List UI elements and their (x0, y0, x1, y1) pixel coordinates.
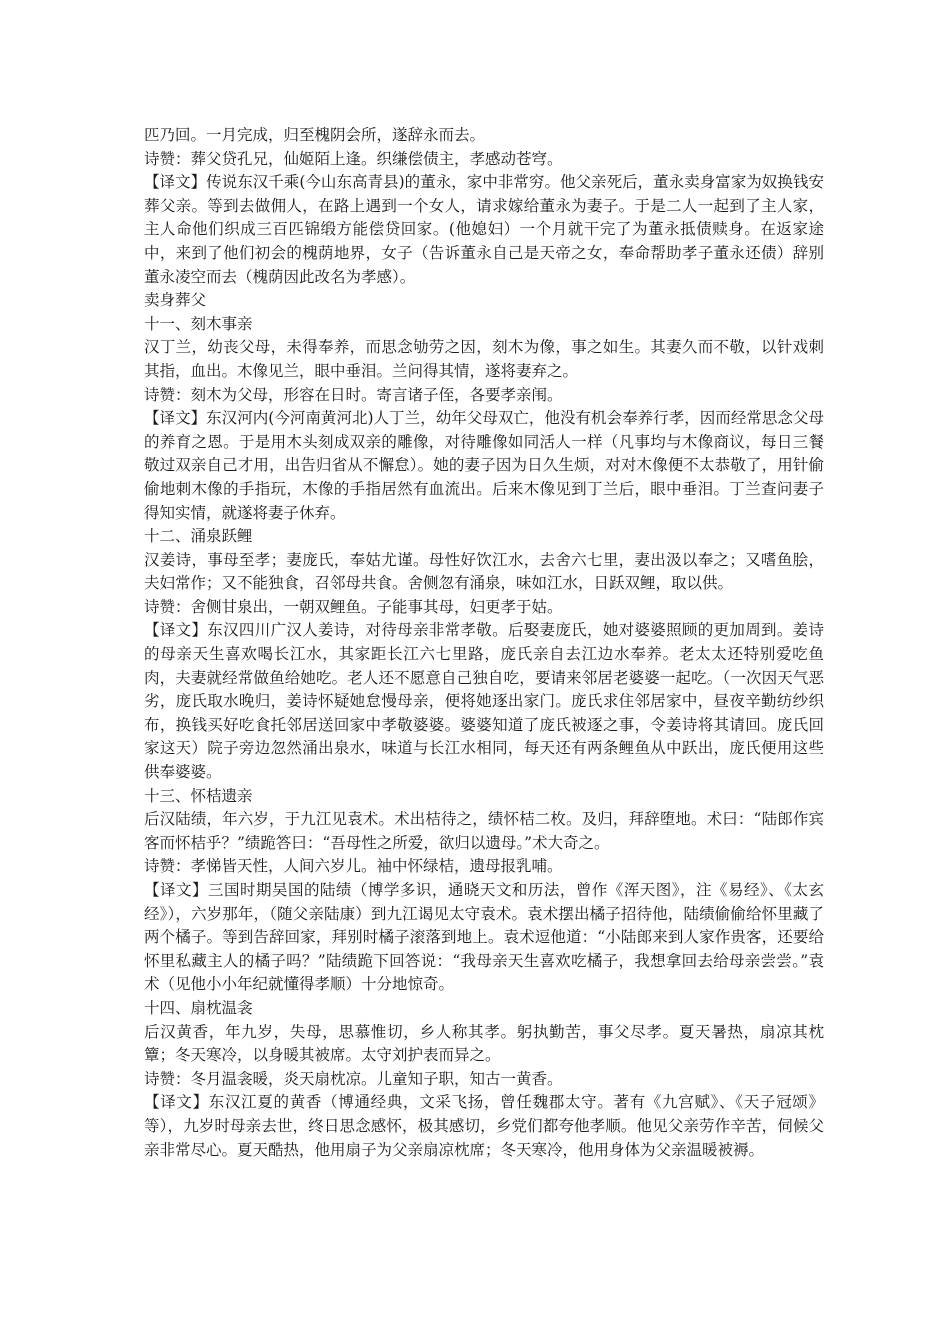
document-body (144, 124, 824, 1162)
section-heading: 十一、刻木事亲 (144, 314, 253, 333)
poem-line: 诗赞：刻木为父母，形容在日时。寄言诸子侄，各要孝亲闱。 (144, 385, 563, 404)
translation-paragraph: 【译文】东汉河内(今河南黄河北)人丁兰，幼年父母双亡，他没有机会奉养行孝，因而经常思念父母的养育之恩。于是用木头刻成双亲的雕像，对待雕像如同活人一样（凡事均与木像商议，每日三餐敬过双亲自己才用，出告归省从不懈怠）。她的妻子因为日久生烦，对对木像便不太恭敬了，用针偷偷地刺木像的手指玩，木像的手指居然有血流出。后来木像见到丁兰后，眼中垂泪。丁兰查问妻子得知实情，就遂将妻子休弃。 (144, 409, 824, 522)
paragraph: 汉丁兰，幼丧父母，未得奉养，而思念劬劳之因，刻木为像，事之如生。其妻久而不敬，以针戏刺其指，血出。木像见兰，眼中垂泪。兰问得其情，遂将妻弃之。 (144, 338, 824, 380)
section-heading: 十三、怀桔遗亲 (144, 786, 253, 805)
translation-paragraph: 【译文】传说东汉千乘(今山东高青县)的董永，家中非常穷。他父亲死后，董永卖身富家为奴换钱安葬父亲。等到去做佣人，在路上遇到一个女人，请求嫁给董永为妻子。于是二人一起到了主人家，主人命他们织成三百匹锦缎方能偿贷回家。(他媳妇）一个月就干完了为董永抵债赎身。在返家途中，来到了他们初会的槐荫地界，女子（告诉董永自己是天帝之女，奉命帮助孝子董永还债）辞别董永凌空而去（槐荫因此改名为孝感）。 (144, 173, 824, 286)
section-heading: 十四、扇枕温衾 (144, 998, 253, 1017)
paragraph: 后汉陆绩，年六岁，于九江见袁术。术出桔待之，绩怀桔二枚。及归，拜辞堕地。术曰：“陆郎作宾客而怀桔乎？”绩跪答曰：“吾母性之所爱，欲归以遗母。”术大奇之。 (144, 810, 824, 852)
poem-line: 诗赞：冬月温衾暖，炎天扇枕凉。儿童知子职，知古一黄香。 (144, 1069, 563, 1088)
translation-paragraph: 【译文】三国时期吴国的陆绩（博学多识，通晓天文和历法，曾作《浑天图》，注《易经》、《太玄经》），六岁那年，（随父亲陆康）到九江谒见太守袁术。袁术摆出橘子招待他，陆绩偷偷给怀里藏了两个橘子。等到告辞回家，拜别时橘子滚落到地上。袁术逗他道：“小陆郎来到人家作贵客，还要给怀里私藏主人的橘子吗？”陆绩跪下回答说：“我母亲天生喜欢吃橘子，我想拿回去给母亲尝尝。”袁术（见他小小年纪就懂得孝顺）十分地惊奇。 (144, 881, 824, 994)
paragraph: 汉姜诗，事母至孝；妻庞氏，奉姑尤谨。母性好饮江水，去舍六七里，妻出汲以奉之；又嗜鱼脍，夫妇常作；又不能独食，召邻母共食。舍侧忽有涌泉，味如江水，日跃双鲤，取以供。 (144, 550, 824, 593)
poem-line: 诗赞：葬父贷孔兄，仙姬陌上逢。织缣偿债主，孝感动苍穹。 (144, 149, 563, 168)
section-heading: 十二、涌泉跃鲤 (144, 527, 253, 546)
section-caption: 卖身葬父 (144, 291, 207, 310)
paragraph: 后汉黄香，年九岁，失母，思慕惟切，乡人称其孝。躬执勤苦，事父尽孝。夏天暑热，扇凉其枕簟；冬天寒冷，以身暖其被席。太守刘护表而异之。 (144, 1022, 824, 1065)
poem-line: 诗赞：舍侧甘泉出，一朝双鲤鱼。子能事其母，妇更孝于姑。 (144, 597, 563, 616)
paragraph: 匹乃回。一月完成，归至槐阴会所，遂辞永而去。 (144, 126, 486, 144)
poem-line: 诗赞：孝悌皆天性，人间六岁儿。袖中怀绿桔，遗母报乳哺。 (144, 857, 563, 876)
translation-paragraph: 【译文】东汉江夏的黄香（博通经典，文采飞扬，曾任魏郡太守。著有《九宫赋》、《天子冠颂》等），九岁时母亲去世，终日思念感怀，极其感切，乡党们都夸他孝顺。他见父亲劳作辛苦，伺候父亲非常尽心。夏天酷热，他用扇子为父亲扇凉枕席；冬天寒冷，他用身体为父亲温暖被褥。 (144, 1093, 824, 1159)
translation-paragraph: 【译文】东汉四川广汉人姜诗，对待母亲非常孝敬。后娶妻庞氏，她对婆婆照顾的更加周到。姜诗的母亲天生喜欢喝长江水，其家距长江六七里路，庞氏亲自去江边水奉养。老太太还特别爱吃鱼肉，夫妻就经常做鱼给她吃。老人还不愿意自己独自吃，要请来邻居老婆婆一起吃。（一次因天气恶劣，庞氏取水晚归，姜诗怀疑她怠慢母亲，便将她逐出家门。庞氏求住邻居家中，昼夜辛勤纺纱织布，换钱买好吃食托邻居送回家中孝敬婆婆。婆婆知道了庞氏被逐之事，令姜诗将其请回。庞氏回家这天）院子旁边忽然涌出泉水，味道与长江水相同，每天还有两条鲤鱼从中跃出，庞氏便用这些供奉婆婆。 (144, 621, 824, 782)
